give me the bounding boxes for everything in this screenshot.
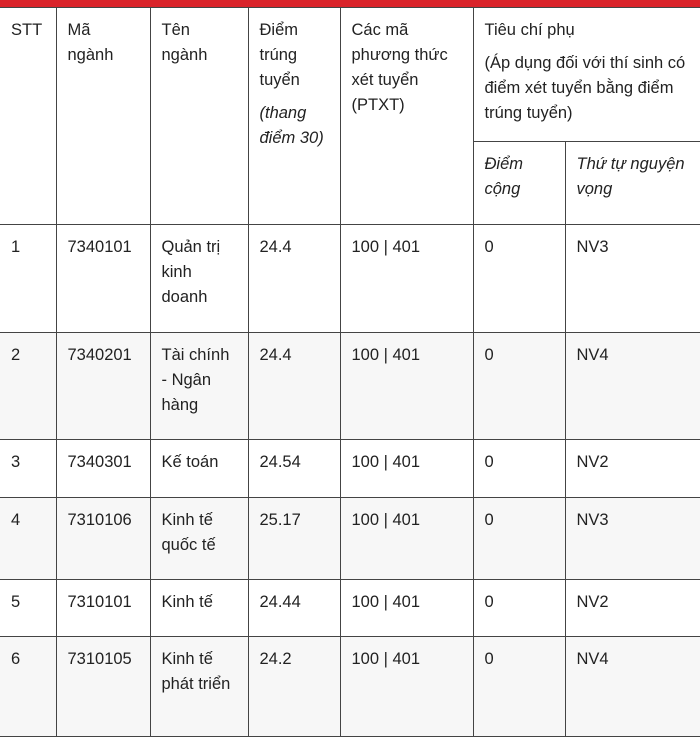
header-stt: STT [0, 8, 56, 225]
cell-diem: 24.2 [248, 637, 340, 737]
cell-stt: 6 [0, 637, 56, 737]
cell-ptxt: 100 | 401 [340, 637, 473, 737]
cell-stt: 4 [0, 498, 56, 580]
header-ma-nganh: Mã ngành [56, 8, 150, 225]
table-row [0, 333, 700, 440]
cell-ten-nganh: Kế toán [150, 440, 248, 498]
table-row [0, 440, 700, 498]
header-ten-nganh: Tên ngành [150, 8, 248, 225]
header-diem-cong: Điểm cộng [473, 142, 565, 225]
cell-ptxt: 100 | 401 [340, 333, 473, 440]
header-diem-trung-tuyen [248, 8, 340, 225]
cell-ma-nganh: 7340101 [56, 225, 150, 333]
cell-diem-cong: 0 [473, 498, 565, 580]
cell-ma-nganh: 7340201 [56, 333, 150, 440]
cell-diem-cong: 0 [473, 580, 565, 637]
cell-diem-cong: 0 [473, 440, 565, 498]
cell-diem: 24.4 [248, 225, 340, 333]
header-diem-scale-note: (thang điểm 30) [259, 104, 324, 147]
cell-ten-nganh: Kinh tế phát triển [150, 637, 248, 737]
cell-diem-cong: 0 [473, 637, 565, 737]
cell-stt: 1 [0, 225, 56, 333]
cell-ptxt: 100 | 401 [340, 498, 473, 580]
table-row [0, 580, 700, 637]
cell-ma-nganh: 7310101 [56, 580, 150, 637]
admission-scores-table [0, 7, 700, 737]
header-ptxt: Các mã phương thức xét tuyển (PTXT) [340, 8, 473, 225]
cell-ptxt: 100 | 401 [340, 225, 473, 333]
cell-ten-nganh: Quản trị kinh doanh [150, 225, 248, 333]
top-accent-bar [0, 0, 700, 7]
cell-ptxt: 100 | 401 [340, 440, 473, 498]
cell-nguyen-vong: NV2 [565, 440, 700, 498]
cell-ma-nganh: 7310106 [56, 498, 150, 580]
cell-nguyen-vong: NV3 [565, 498, 700, 580]
cell-ten-nganh: Kinh tế [150, 580, 248, 637]
cell-ten-nganh: Kinh tế quốc tế [150, 498, 248, 580]
cell-stt: 5 [0, 580, 56, 637]
table-row [0, 498, 700, 580]
cell-diem-cong: 0 [473, 225, 565, 333]
cell-stt: 2 [0, 333, 56, 440]
cell-ten-nganh: Tài chính - Ngân hàng [150, 333, 248, 440]
header-thu-tu-nguyen-vong: Thứ tự nguyện vọng [565, 142, 700, 225]
cell-ma-nganh: 7310105 [56, 637, 150, 737]
cell-ma-nganh: 7340301 [56, 440, 150, 498]
cell-diem: 24.4 [248, 333, 340, 440]
cell-diem-cong: 0 [473, 333, 565, 440]
cell-diem: 24.54 [248, 440, 340, 498]
cell-nguyen-vong: NV2 [565, 580, 700, 637]
table-row [0, 637, 700, 737]
header-tieu-chi-phu [473, 8, 700, 142]
table-row [0, 225, 700, 333]
cell-diem: 25.17 [248, 498, 340, 580]
cell-nguyen-vong: NV3 [565, 225, 700, 333]
cell-stt: 3 [0, 440, 56, 498]
header-tieu-chi-note: (Áp dụng đối với thí sinh có điểm xét tuyển bằng điểm trúng tuyển) [484, 54, 686, 122]
header-tieu-chi-label: Tiêu chí phụ [484, 21, 575, 39]
header-row [0, 8, 700, 142]
cell-ptxt: 100 | 401 [340, 580, 473, 637]
header-diem-label: Điểm trúng tuyển [259, 21, 300, 89]
cell-nguyen-vong: NV4 [565, 333, 700, 440]
cell-diem: 24.44 [248, 580, 340, 637]
cell-nguyen-vong: NV4 [565, 637, 700, 737]
